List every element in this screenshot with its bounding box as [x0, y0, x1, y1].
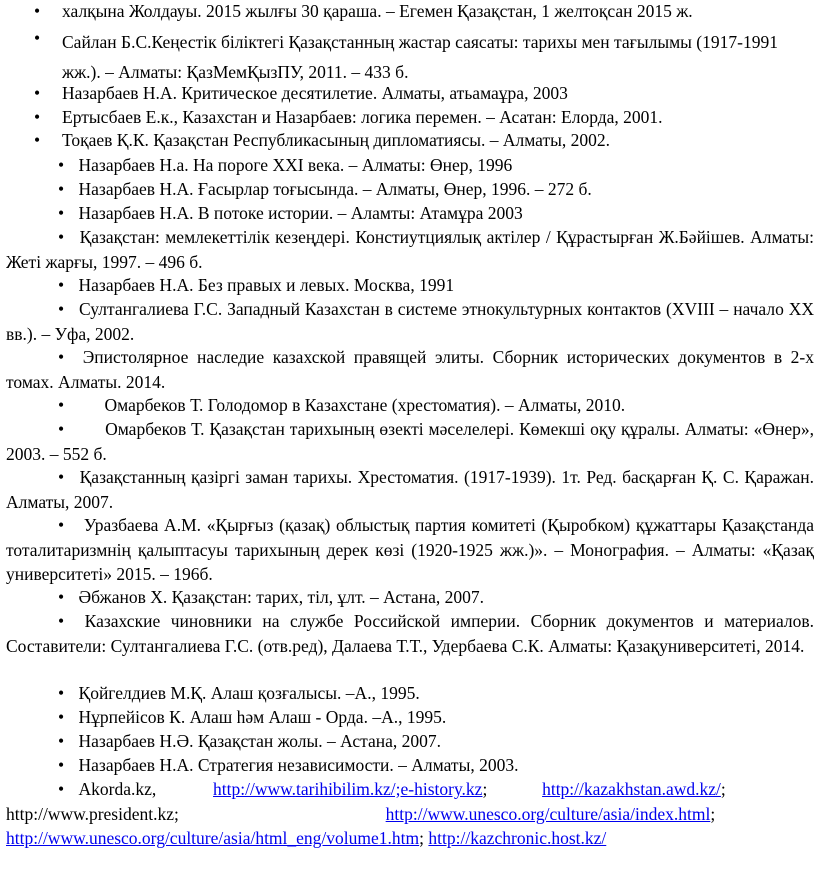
list-item [6, 225, 814, 274]
list-item-links [6, 777, 814, 851]
bullet: • [58, 203, 65, 223]
bullet: • [34, 107, 41, 127]
link-kazchronic[interactable]: http://kazchronic.host.kz/ [428, 828, 607, 849]
list-item [6, 705, 814, 730]
list-item [6, 177, 814, 202]
list-item [6, 681, 814, 706]
bullet: • [58, 179, 65, 199]
bullet: • [58, 611, 65, 631]
link-unesco-volume1[interactable]: http://www.unesco.org/culture/asia/html_eng/volume1.htm [6, 828, 420, 849]
list-item-text: Султангалиева Г.С. Западный Казахстан в системе этнокультурных контактов (XVIII – начало XX вв.). – Уфа, 2002. [6, 299, 815, 344]
list-item [6, 153, 814, 178]
list-item-text: Назарбаев Н.а. На пороге XXI века. – Алматы: Өнер, 1996 [78, 155, 513, 175]
list-item-text: Эпистолярное наследие казахской правящей элиты. Сборник исторических документов в 2-х томах. Алматы. 2014. [6, 347, 815, 392]
list-item-text: Сайлан Б.С.Кеңестік біліктегі Қазақстанның жастар саясаты: тарихы мен тағылымы (1917-1991 жж.). – Алматы: ҚазМемҚызПУ, 2011. – 433 б. [62, 32, 778, 82]
bullet: • [58, 683, 65, 703]
list-item [6, 753, 814, 778]
list-item-text: Тоқаев Қ.К. Қазақстан Республикасының дипломатиясы. – Алматы, 2002. [62, 130, 611, 150]
bullet: • [34, 1, 41, 21]
bullet: • [34, 83, 41, 103]
list-item [6, 417, 814, 466]
bullet: • [58, 275, 65, 295]
bullet: • [58, 731, 65, 751]
list-item-text: Омарбеков Т. Голодомор в Казахстане (хрестоматия). – Алматы, 2010. [104, 395, 626, 415]
link-unesco-index[interactable]: http://www.unesco.org/culture/asia/index.html [385, 803, 711, 824]
separator: ; [710, 803, 716, 824]
list-item [6, 513, 814, 587]
list-item-text: Назарбаев Н.А. Стратегия независимости. – Алматы, 2003. [78, 755, 519, 775]
bullet: • [34, 28, 41, 48]
list-item [6, 609, 814, 658]
links-prefix: Akorda.kz, [78, 779, 157, 799]
president-url-text: http://www.president.kz [6, 803, 175, 824]
list-item-text: Әбжанов Х. Қазақстан: тарих, тіл, ұлт. – Астана, 2007. [78, 587, 485, 607]
bullet: • [58, 155, 65, 175]
list-item [6, 201, 814, 226]
bullet: • [58, 779, 65, 799]
bullet: • [34, 130, 41, 150]
list-item [6, 729, 814, 754]
bullet: • [58, 707, 65, 727]
list-item-text: Омарбеков Т. Қазақстан тарихының өзекті мәселелері. Көмекші оқу құралы. Алматы: «Өнер», 2003. – 552 б. [6, 419, 814, 464]
list-item [6, 465, 814, 514]
list-item [6, 297, 814, 346]
list-item-text: Ертысбаев Е.к., Казахстан и Назарбаев: логика перемен. – Асатан: Елорда, 2001. [62, 107, 663, 127]
bullet: • [58, 299, 65, 319]
list-item-text: Қазақстан: мемлекеттілік кезеңдері. Констиутциялық актілер / Құрастырған Ж.Бәйішев. Алматы: Жеті жарғы, 1997. – 496 б. [6, 227, 814, 272]
list-item-text: Нұрпейісов К. Алаш һәм Алаш - Орда. –А., 1995. [78, 707, 447, 727]
bullet: • [58, 395, 65, 415]
list-item-text: Назарбаев Н.Ә. Қазақстан жолы. – Астана, 2007. [78, 731, 441, 751]
list-item-text: Қойгелдиев М.Қ. Алаш қозғалысы. –А., 1995. [78, 683, 420, 703]
link-kazakhstan-awd[interactable]: http://kazakhstan.awd.kz/ [542, 779, 721, 799]
separator: ; [720, 779, 726, 799]
list-item-text: Назарбаев Н.А. Критическое десятилетие. Алматы, атьамаұра, 2003 [62, 83, 568, 103]
bullet: • [58, 755, 65, 775]
list-item-text: халқына Жолдауы. 2015 жылғы 30 қараша. – Егемен Қазақстан, 1 желтоқсан 2015 ж. [62, 1, 693, 21]
bullet: • [58, 419, 65, 439]
bullet: • [58, 227, 65, 247]
list-item [6, 273, 814, 298]
list-item [6, 585, 814, 610]
separator: ; [482, 779, 488, 799]
list-item [6, 393, 814, 418]
list-item-text: Казахские чиновники на службе Российской империи. Сборник документов и материалов. Составители: Султангалиева Г.С. (отв.ред), Далаева Т.Т., Удербаева С.К. Алматы: Қазақуниверситеті, 2014. [6, 611, 814, 656]
list-item [6, 345, 814, 394]
list-item-text: Назарбаев Н.А. Ғасырлар тоғысында. – Алматы, Өнер, 1996. – 272 б. [78, 179, 592, 199]
separator: ; [174, 803, 179, 824]
list-item-text: Назарбаев Н.А. Без правых и левых. Москва, 1991 [78, 275, 455, 295]
link-tarihibilim[interactable]: http://www.tarihibilim.kz/;e-history.kz [213, 779, 483, 799]
bullet: • [58, 587, 65, 607]
bullet: • [58, 467, 65, 487]
bullet: • [58, 347, 65, 367]
separator: ; [419, 828, 425, 849]
list-item-text: Назарбаев Н.А. В потоке истории. – Аламты: Атамұра 2003 [78, 203, 523, 223]
list-item-text: Уразбаева А.М. «Қырғыз (қазақ) облыстық партия комитеті (Қыробком) құжаттары Қазақстанда тоталитаризмнің қалыптасуы тарихының дерек көзі (1920-1925 жж.)». – Монография. – Алматы: «Қазақ университеті» 2015. – 196б. [6, 515, 815, 585]
list-item-text: Қазақстанның қазіргі заман тарихы. Хрестоматия. (1917-1939). 1т. Ред. басқарған Қ. С. Қаражан. Алматы, 2007. [6, 467, 814, 512]
bullet: • [58, 515, 65, 535]
